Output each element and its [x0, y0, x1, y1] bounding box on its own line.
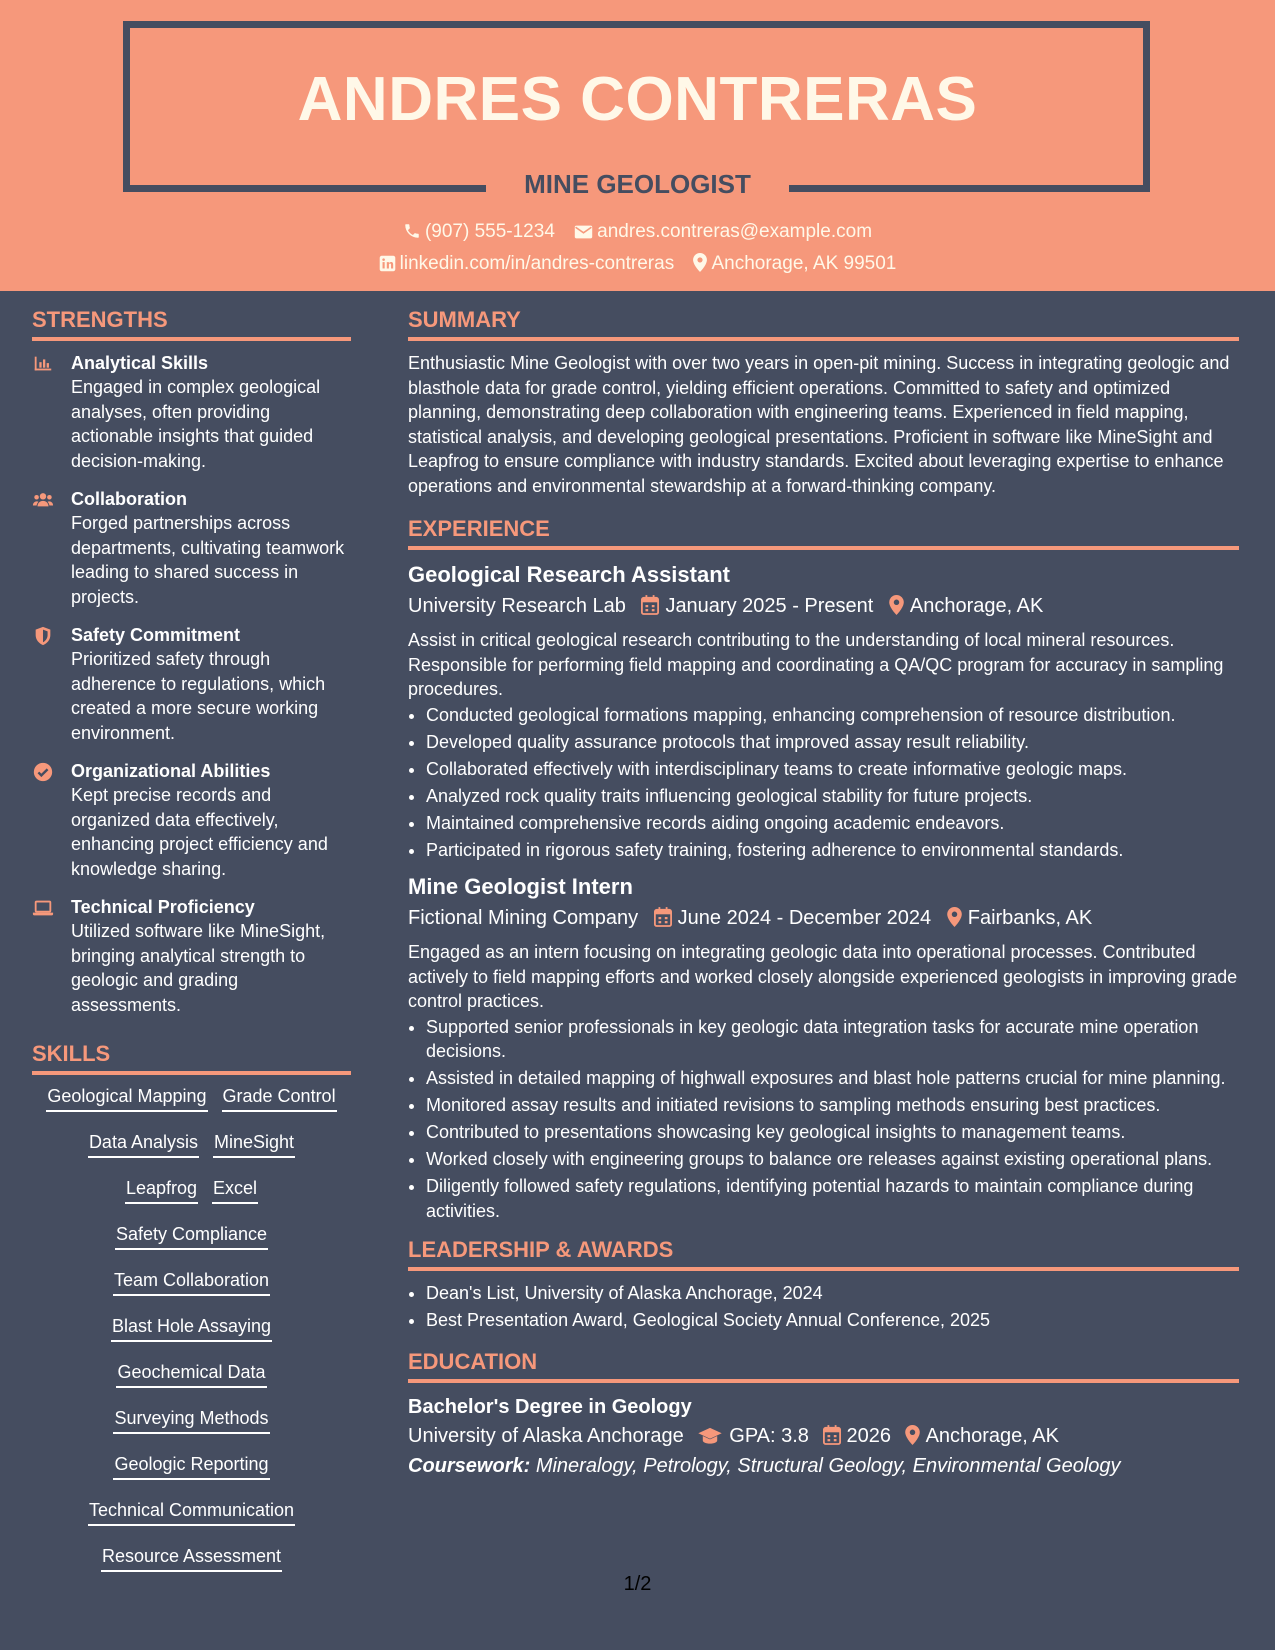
contact-email[interactable] [574, 219, 872, 245]
skill-tag: Geochemical Data [116, 1361, 266, 1388]
skill-tag: Technical Communication [88, 1499, 295, 1526]
laptop-icon [32, 897, 54, 919]
list-item: • Participated in rigorous safety training, fostering adherence to environmental standards. [426, 838, 1239, 863]
contact-linkedin[interactable] [379, 251, 675, 277]
location-text: Anchorage, AK 99501 [711, 253, 897, 274]
strengths-heading: STRENGTHS [32, 305, 351, 341]
calendar-icon [823, 1425, 841, 1445]
resume-header [0, 0, 1275, 291]
job-dates [641, 591, 873, 621]
strength-desc: Prioritized safety through adherence to regulations, which created a more secure working environment. [71, 649, 326, 743]
map-pin-icon [693, 253, 707, 272]
gpa-text: GPA: 3.8 [729, 1424, 809, 1447]
graduation-cap-icon [697, 1427, 723, 1445]
list-item: • Contributed to presentations showcasing key geological insights to management teams. [426, 1120, 1239, 1145]
map-pin-icon [905, 1425, 920, 1445]
page-number: 1/2 [623, 1573, 652, 1595]
experience-heading: EXPERIENCE [408, 514, 1239, 550]
location-text: Fairbanks, AK [967, 907, 1093, 929]
year-text: 2026 [846, 1424, 891, 1447]
location-text: Anchorage, AK [909, 595, 1044, 617]
job-company: Fictional Mining Company [408, 907, 639, 929]
education-heading: EDUCATION [408, 1347, 1239, 1383]
contact-row-1 [0, 219, 1275, 245]
list-item: • Best Presentation Award, Geological Society Annual Conference, 2025 [426, 1308, 1239, 1333]
job-dates [654, 903, 932, 933]
strength-desc: Utilized software like MineSight, bringing analytical strength to geologic and grading assessments. [71, 921, 326, 1015]
list-item: • Diligently followed safety regulations, identifying potential hazards to maintain compliance during activities. [426, 1174, 1239, 1223]
education-school: University of Alaska Anchorage [408, 1424, 684, 1447]
awards-heading: LEADERSHIP & AWARDS [408, 1235, 1239, 1271]
phone-icon [403, 222, 421, 240]
job-bullets [408, 1015, 1239, 1224]
users-icon [32, 489, 54, 511]
awards-list [408, 1281, 1239, 1333]
skill-tag: Surveying Methods [113, 1407, 269, 1434]
skill-row [32, 1223, 351, 1250]
list-item: • Maintained comprehensive records aiding ongoing academic endeavors. [426, 811, 1239, 836]
skills-list [32, 1085, 351, 1572]
email-text: andres.contreras@example.com [597, 221, 873, 242]
strength-name: Technical Proficiency [71, 897, 255, 917]
list-item: • Dean's List, University of Alaska Anchorage, 2024 [426, 1281, 1239, 1306]
contact-row-2 [0, 251, 1275, 277]
right-column [408, 291, 1239, 1481]
job-role: Mine Geologist Intern [408, 874, 633, 899]
job-meta [408, 591, 1239, 621]
list-item: • Collaborated effectively with interdisciplinary teams to create informative geologic maps. [426, 757, 1239, 782]
skill-tag: Grade Control [222, 1085, 337, 1112]
strength-item [32, 623, 351, 745]
skill-row [32, 1177, 351, 1204]
job-bullets [408, 703, 1239, 863]
skill-tag: Resource Assessment [101, 1545, 282, 1572]
skill-row [32, 1131, 351, 1158]
shield-icon [32, 625, 54, 647]
education-gpa [697, 1421, 809, 1451]
strength-name: Organizational Abilities [71, 761, 271, 781]
linkedin-icon [379, 255, 396, 272]
dates-text: January 2025 - Present [665, 595, 874, 617]
skills-heading: SKILLS [32, 1039, 351, 1075]
job-description: Assist in critical geological research contributing to the understanding of local mineral resources. Responsible for performing field mapping and coordinating a QA/QC program for accuracy in sampling procedures. [408, 630, 1224, 699]
phone-text: (907) 555-1234 [424, 221, 555, 242]
skill-row [32, 1315, 351, 1342]
contact-phone[interactable] [403, 219, 555, 245]
education-year [823, 1421, 892, 1451]
summary-heading: SUMMARY [408, 305, 1239, 341]
location-text: Anchorage, AK [925, 1424, 1059, 1447]
calendar-icon [641, 595, 659, 615]
skill-tag: Leapfrog [125, 1177, 198, 1204]
skill-tag: Geological Mapping [46, 1085, 207, 1112]
skill-tag: Data Analysis [88, 1131, 199, 1158]
skill-row [32, 1545, 351, 1572]
strength-name: Safety Commitment [71, 625, 241, 645]
list-item: • Monitored assay results and initiated revisions to sampling methods ensuring best practices. [426, 1093, 1239, 1118]
job-entry [408, 872, 1239, 1223]
list-item: • Analyzed rock quality traits influencing geological stability for future projects. [426, 784, 1239, 809]
list-item: • Worked closely with engineering groups to balance ore releases against existing operational plans. [426, 1147, 1239, 1172]
job-title: MINE GEOLOGIST [524, 169, 751, 199]
list-item: • Assisted in detailed mapping of highwall exposures and blast hole patterns crucial for mine planning. [426, 1066, 1239, 1091]
left-column [32, 291, 351, 1591]
check-circle-icon [32, 761, 54, 783]
strength-item [32, 895, 351, 1017]
strength-name: Analytical Skills [71, 353, 209, 373]
skill-row [32, 1499, 351, 1526]
list-item: • Developed quality assurance protocols that improved assay result reliability. [426, 730, 1239, 755]
skill-row [32, 1085, 351, 1112]
linkedin-text: linkedin.com/in/andres-contreras [399, 253, 675, 274]
candidate-name: ANDRES CONTRERAS [297, 65, 978, 134]
job-company: University Research Lab [408, 595, 626, 617]
skill-row [32, 1269, 351, 1296]
list-item: • Supported senior professionals in key geologic data integration tasks for accurate mine operation decisions. [426, 1015, 1239, 1064]
bar-chart-icon [32, 353, 54, 375]
strength-desc: Kept precise records and organized data effectively, enhancing project efficiency and knowledge sharing. [71, 785, 328, 879]
map-pin-icon [889, 595, 904, 615]
job-meta [408, 903, 1239, 933]
strength-name: Collaboration [71, 489, 187, 509]
job-role: Geological Research Assistant [408, 562, 730, 587]
strength-desc: Forged partnerships across departments, cultivating teamwork leading to shared success in projects. [71, 513, 345, 607]
skill-row [32, 1361, 351, 1388]
job-entry [408, 560, 1239, 862]
skill-tag: Geologic Reporting [113, 1453, 269, 1480]
coursework [408, 1451, 1239, 1481]
strength-item [32, 351, 351, 473]
list-item: • Conducted geological formations mapping, enhancing comprehension of resource distribution. [426, 703, 1239, 728]
strength-desc: Engaged in complex geological analyses, often providing actionable insights that guided decision-making. [71, 377, 321, 471]
skill-tag: Excel [212, 1177, 258, 1204]
map-pin-icon [947, 907, 962, 927]
education-degree: Bachelor's Degree in Geology [408, 1395, 692, 1418]
education-meta [408, 1421, 1239, 1451]
envelope-icon [574, 224, 593, 240]
strength-item [32, 759, 351, 881]
skill-tag: Safety Compliance [115, 1223, 268, 1250]
dates-text: June 2024 - December 2024 [677, 907, 932, 929]
summary-text: Enthusiastic Mine Geologist with over two years in open-pit mining. Success in integrating geologic and blasthole data for grade control, yielding efficient operations. Committed to safety and optimized planning, demonstrating deep collaboration with engineering teams. Experienced in field mapping, statistical analysis, and developing geological presentations. Proficient in software like MineSight and Leapfrog to ensure compliance with industry standards. Excited about leveraging expertise to enhance operations and environmental stewardship at a forward-thinking company. [408, 353, 1230, 496]
skill-row [32, 1453, 351, 1480]
skill-row [32, 1407, 351, 1434]
strength-item [32, 487, 351, 609]
education-location [905, 1421, 1059, 1451]
job-description: Engaged as an intern focusing on integrating geologic data into operational processes. Contributed actively to field mapping efforts and worked closely alongside experienced geologists in improving grade control practices. [408, 942, 1238, 1011]
skill-tag: Blast Hole Assaying [111, 1315, 272, 1342]
skill-tag: MineSight [213, 1131, 295, 1158]
calendar-icon [654, 907, 672, 927]
coursework-label: Coursework: [408, 1454, 531, 1477]
job-location [947, 903, 1093, 933]
contact-location [693, 251, 896, 277]
job-location [889, 591, 1043, 621]
skill-tag: Team Collaboration [113, 1269, 270, 1296]
coursework-text: Mineralogy, Petrology, Structural Geology, Environmental Geology [535, 1454, 1121, 1477]
